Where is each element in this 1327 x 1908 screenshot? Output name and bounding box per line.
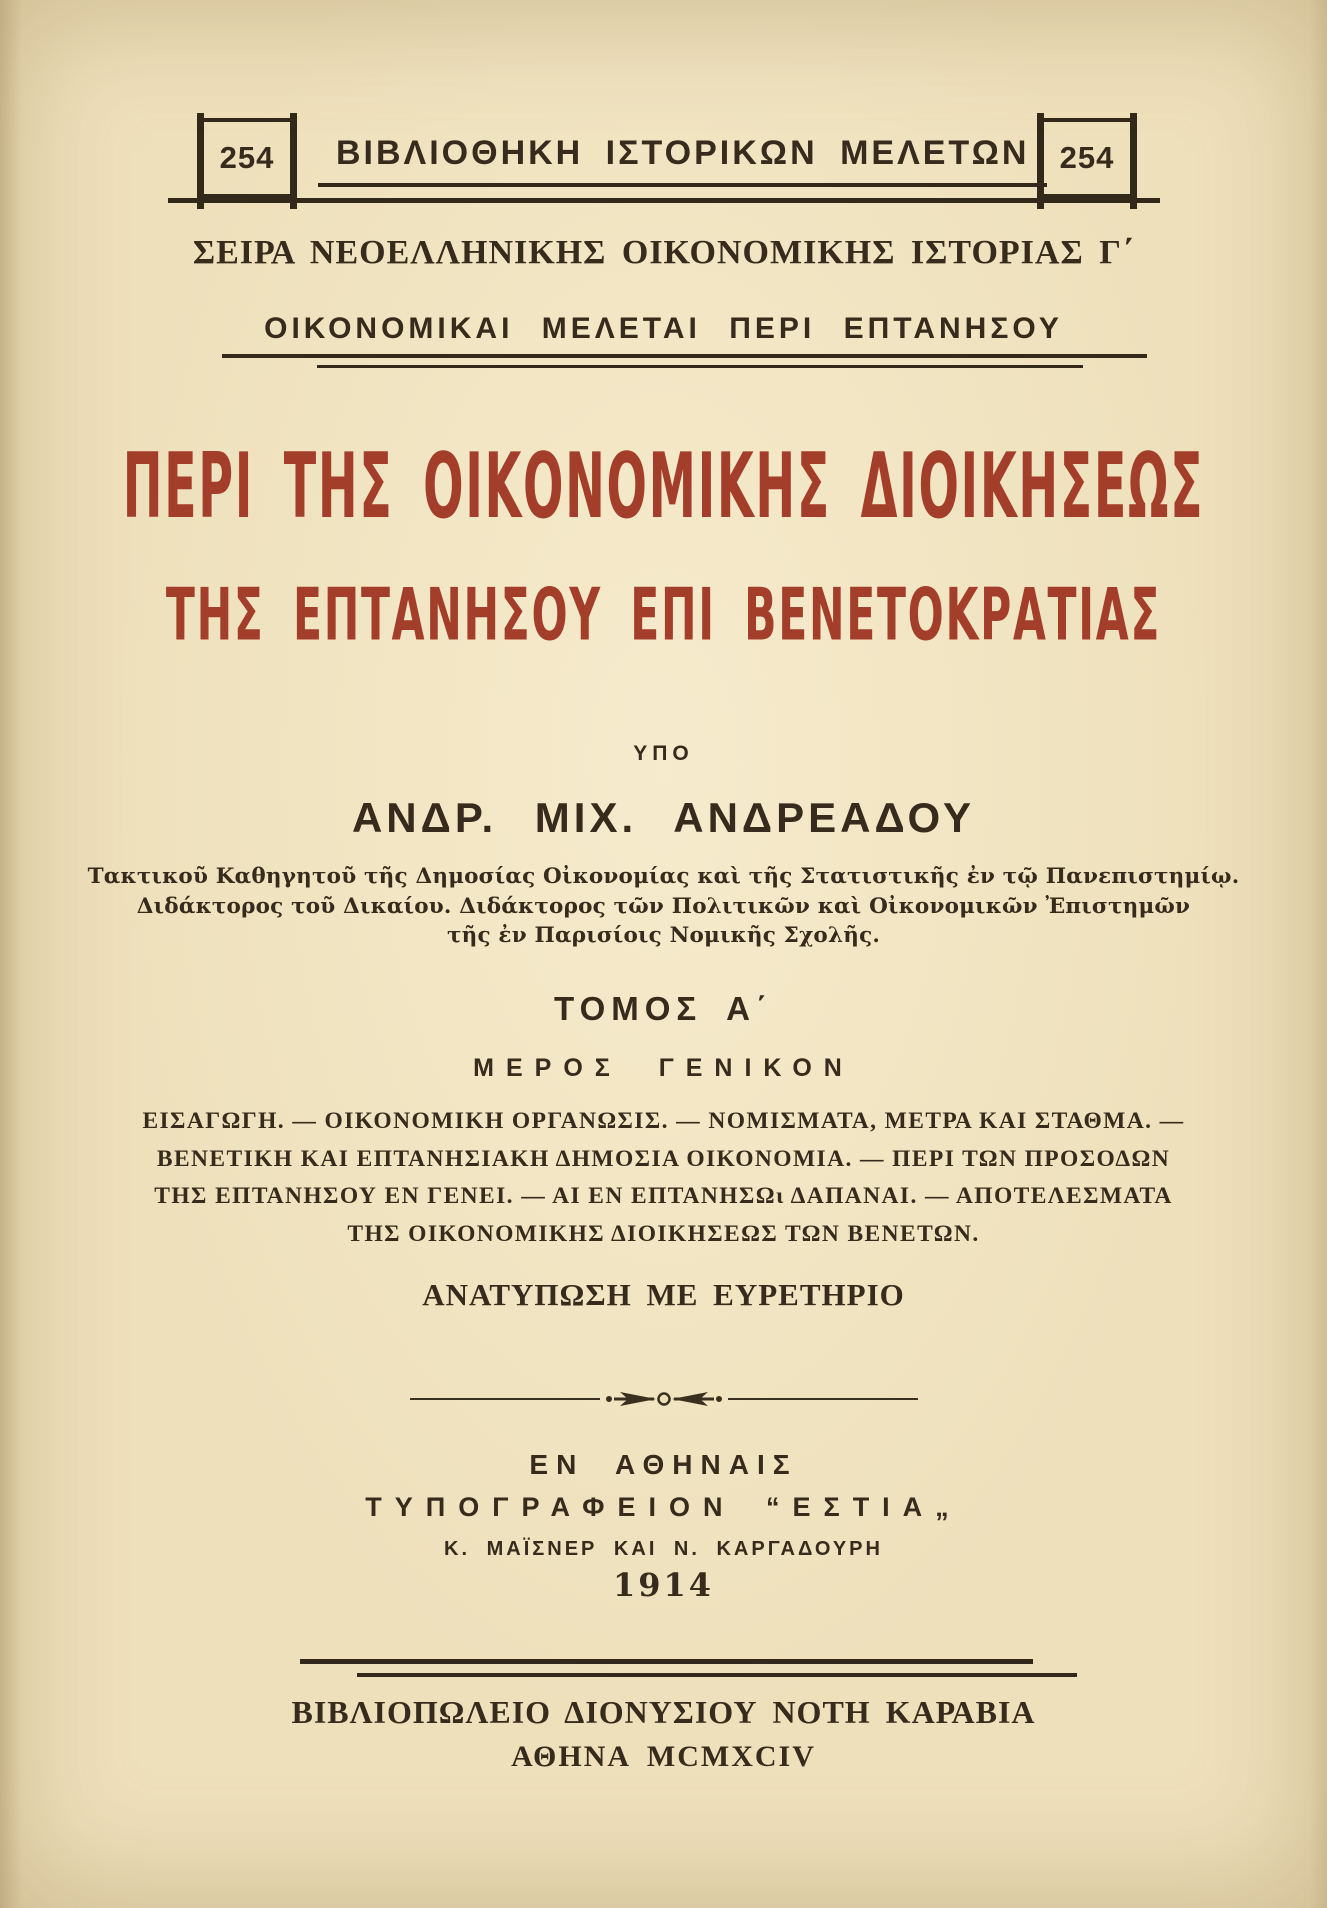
- contents-line: ΕΙΣΑΓΩΓΗ. — ΟΙΚΟΝΟΜΙΚΗ ΟΡΓΑΝΩΣΙΣ. — ΝΟΜΙΣΜΑΤΑ, ΜΕΤΡΑ ΚΑΙ ΣΤΑΘΜΑ. —: [142, 1108, 1185, 1134]
- imprint-city: ΕΝ ΑΘΗΝΑΙΣ: [529, 1449, 798, 1480]
- main-title-line1: ΠΕΡΙ ΤΗΣ ΟΙΚΟΝΟΜΙΚΗΣ ΔΙΟΙΚΗΣΕΩΣ: [122, 433, 1205, 539]
- series-header-title: ΒΙΒΛΙΟΘΗΚΗ ΙΣΤΟΡΙΚΩΝ ΜΕΛΕΤΩΝ: [318, 134, 1047, 187]
- bookshop-line: ΒΙΒΛΙΟΠΩΛΕΙΟ ΔΙΟΝΥΣΙΟΥ ΝΟΤΗ ΚΑΡΑΒΙΑ: [291, 1694, 1036, 1730]
- credential-line: τῆς ἐν Παρισίοις Νομικῆς Σχολῆς.: [446, 923, 881, 948]
- author-name: ΑΝΔΡ. ΜΙΧ. ΑΝΔΡΕΑΔΟΥ: [351, 794, 976, 841]
- series-number-left: 254: [219, 140, 275, 175]
- series-number-box-right: [1044, 118, 1130, 198]
- imprint-printer: ΤΥΠΟΓΡΑΦΕΙΟΝ “ΕΣΤΙΑ„: [365, 1492, 962, 1522]
- series-line: ΣΕΙΡΑ ΝΕΟΕΛΛΗΝΙΚΗΣ ΟΙΚΟΝΟΜΙΚΗΣ ΙΣΤΟΡΙΑΣ Γ΄: [192, 234, 1135, 271]
- credential-line: Διδάκτορος τοῦ Δικαίου. Διδάκτορος τῶν Πολιτικῶν καὶ Οἰκονομικῶν Ἐπιστημῶν: [136, 893, 1191, 919]
- byline-ypo: ΥΠΟ: [633, 742, 694, 765]
- series-number-box-left: [204, 118, 290, 198]
- series-header-title-wrap: [318, 134, 1030, 187]
- subseries-rule-bottom: [317, 365, 1083, 368]
- contents-line: ΒΕΝΕΤΙΚΗ ΚΑΙ ΕΠΤΑΝΗΣΙΑΚΗ ΔΗΜΟΣΙΑ ΟΙΚΟΝΟΜΙΑ. — ΠΕΡΙ ΤΩΝ ΠΡΟΣΟΔΩΝ: [156, 1145, 1171, 1172]
- bottom-rule-top: [300, 1659, 1033, 1664]
- ornament-divider-wrap: [0, 1388, 1327, 1415]
- volume-title: ΤΟΜΟΣ Α΄: [554, 990, 773, 1027]
- imprint-printer-names: Κ. ΜΑΪΣΝΕΡ ΚΑΙ Ν. ΚΑΡΓΑΔΟΥΡΗ: [444, 1538, 883, 1560]
- contents-summary: [0, 1103, 1327, 1253]
- author-credentials: [0, 862, 1327, 951]
- arrow-ornament-icon: [404, 1388, 924, 1410]
- credential-line: Τακτικοῦ Καθηγητοῦ τῆς Δημοσίας Οἰκονομίας καὶ τῆς Στατιστικῆς ἐν τῷ Πανεπιστημίῳ.: [87, 864, 1240, 889]
- imprint-year: 1914: [612, 1566, 715, 1604]
- subseries-rule-top: [222, 354, 1147, 358]
- contents-line: ΤΗΣ ΕΠΤΑΝΗΣΟΥ ΕΝ ΓΕΝΕΙ. — ΑΙ ΕΝ ΕΠΤΑΝΗΣΩι ΔΑΠΑΝΑΙ. — ΑΠΟΤΕΛΕΣΜΑΤΑ: [154, 1183, 1173, 1209]
- series-number-right: 254: [1059, 140, 1115, 175]
- bottom-rule-bottom: [357, 1673, 1077, 1677]
- contents-line: ΤΗΣ ΟΙΚΟΝΟΜΙΚΗΣ ΔΙΟΙΚΗΣΕΩΣ ΤΩΝ ΒΕΝΕΤΩΝ.: [347, 1220, 980, 1247]
- part-title: ΜΕΡΟΣ ΓΕΝΙΚΟΝ: [473, 1054, 854, 1082]
- main-title-line2: ΤΗΣ ΕΠΤΑΝΗΣΟΥ ΕΠΙ ΒΕΝΕΤΟΚΡΑΤΙΑΣ: [165, 572, 1162, 658]
- reprint-note: ΑΝΑΤΥΠΩΣΗ ΜΕ ΕΥΡΕΤΗΡΙΟ: [422, 1277, 905, 1312]
- series-header: [168, 112, 1160, 203]
- subseries-line: ΟΙΚΟΝΟΜΙΚΑΙ ΜΕΛΕΤΑΙ ΠΕΡΙ ΕΠΤΑΝΗΣΟΥ: [264, 312, 1063, 345]
- reprint-city-year: ΑΘΗΝΑ MCMXCIV: [511, 1740, 816, 1773]
